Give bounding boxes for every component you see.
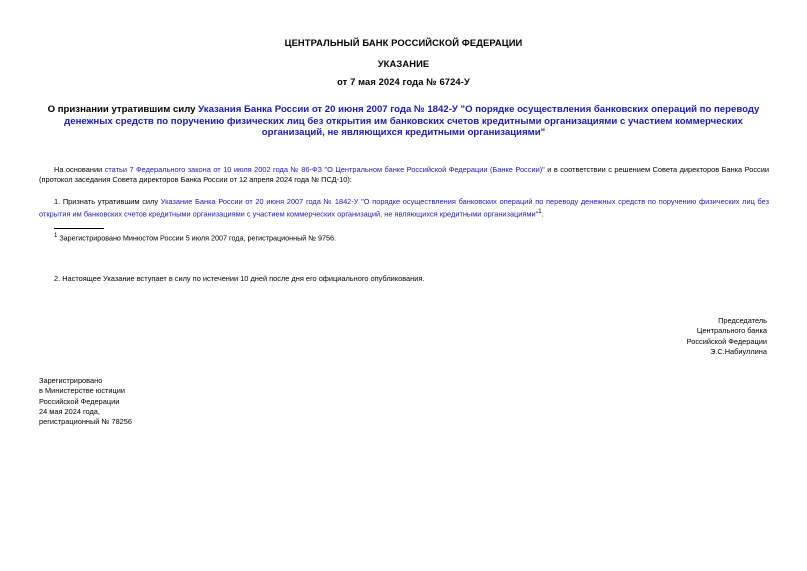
signature-position: Председатель bbox=[718, 316, 767, 325]
item-1-prefix: 1. Признать утратившим силу bbox=[54, 197, 161, 206]
item-1-link-order-1842u[interactable]: Указание Банка России от 20 июня 2007 года № 1842-У "О порядке осуществления банковских операций по переводу денежных средств по поручению физических лиц без открытия им банковских счетов кредитными организациями с участием коммерческих организаций, не являющихся кредитными организациями" bbox=[39, 197, 769, 219]
signature-country: Российской Федерации bbox=[686, 336, 767, 346]
preamble-paragraph bbox=[39, 165, 769, 186]
footnote-divider bbox=[54, 228, 104, 229]
registration-line-1: Зарегистрировано bbox=[39, 376, 103, 385]
document-date-number: от 7 мая 2024 года № 6724-У bbox=[337, 76, 470, 87]
signature-block bbox=[687, 316, 767, 358]
signature-name: Э.С.Набиуллина bbox=[709, 347, 767, 357]
registration-block bbox=[39, 376, 132, 427]
footnote-text: Зарегистрировано Минюстом России 5 июля 2007 года, регистрационный № 9756. bbox=[57, 233, 336, 243]
item-2-text: 2. Настоящее Указание вступает в силу по истечении 10 дней после дня его официального опубликования. bbox=[54, 274, 425, 283]
registration-line-2: в Министерстве юстиции bbox=[39, 386, 126, 396]
footnote-reference[interactable]: 1 bbox=[538, 209, 542, 216]
item-2-paragraph bbox=[39, 274, 769, 284]
title-prefix: О признании утратившим силу bbox=[47, 104, 199, 115]
footnote-mark: 1 bbox=[54, 233, 58, 239]
title-link-order-1842u[interactable]: Указания Банка России от 20 июня 2007 года № 1842-У "О порядке осуществления банковских операций по переводу денежных средств по поручению физических лиц без открытия им банковских счетов кредитными организациями с участием коммерческих организаций, не являющихся кредитными организациями" bbox=[64, 104, 760, 139]
registration-date: 24 мая 2024 года, bbox=[39, 406, 100, 416]
document-type: УКАЗАНИЕ bbox=[377, 58, 430, 69]
item-1-paragraph bbox=[39, 197, 769, 220]
registration-number: регистрационный № 78256 bbox=[39, 417, 133, 427]
preamble-link-law-86fz[interactable]: статьи 7 Федерального закона от 10 июля 2002 года № 86-ФЗ "О Центральном банке Российской Федерации (Банке России)" bbox=[104, 165, 545, 174]
bank-name: ЦЕНТРАЛЬНЫЙ БАНК РОССИЙСКОЙ ФЕДЕРАЦИИ bbox=[284, 37, 523, 48]
document-title bbox=[40, 104, 767, 139]
preamble-prefix: На основании bbox=[54, 165, 105, 174]
registration-line-3: Российской Федерации bbox=[39, 396, 120, 406]
footnote bbox=[54, 232, 336, 242]
item-1-suffix: . bbox=[541, 209, 544, 219]
preamble-suffix: и в соответствии с решением Совета директоров Банка России (протокол заседания Совета директоров Банка России от 12 апреля 2024 года № ПСД-10): bbox=[39, 165, 769, 185]
signature-organization: Центрального банка bbox=[696, 326, 767, 336]
